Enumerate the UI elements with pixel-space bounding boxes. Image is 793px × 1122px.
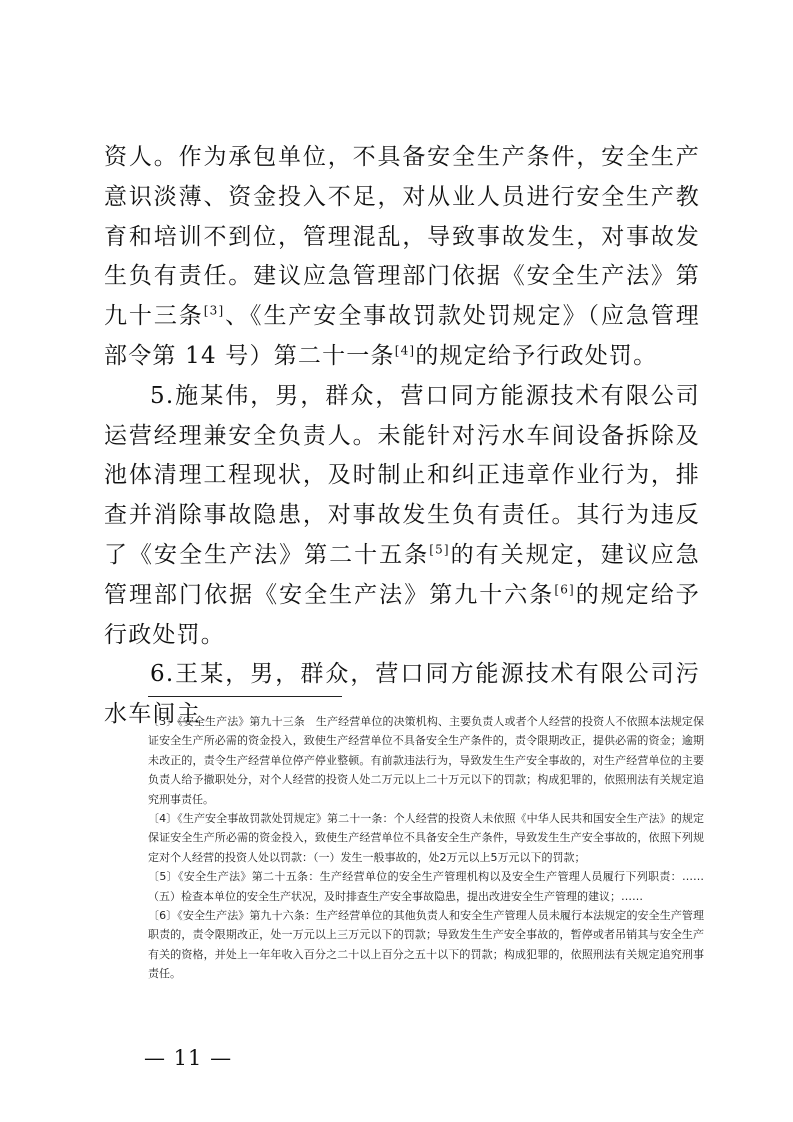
footnote-3: 〔3〕《安全生产法》第九十三条 生产经营单位的决策机构、主要负责人或者个人经营的投资人不依照本法规定保证安全生产所必需的资金投入，致使生产经营单位不具备安全生产条件的，责令限期改正，提供必需的资金；逾期未改正的，责令生产经营单位停产停业整顿。有前款违法行为，导致发生生产安全事故的，对生产经营单位的主要负责人给予撤职处分，对个人经营的投资人处二万元以上二十万元以下的罚款；构成犯罪的，依照刑法有关规定追究刑事责任。 <box>148 715 704 806</box>
footnote-ref[interactable]: [3] <box>203 303 225 318</box>
footnote-ref[interactable]: [5] <box>429 542 450 557</box>
paragraph-text: 的有关规定，建议应急管理部门依据《安全生产法》第九十六条 <box>104 541 700 608</box>
footnotes <box>148 712 704 984</box>
body-text <box>104 138 700 735</box>
paragraph-text: 、《生产安全事故罚款处罚规定》（应急管理部令第 14 号）第二十一条 <box>104 303 700 369</box>
footnote-5: 〔5〕《安全生产法》第二十五条：生产经营单位的安全生产管理机构以及安全生产管理人员履行下列职责：……（五）检查本单位的安全生产状况，及时排查生产安全事故隐患，提出改进安全生产管理的建议；…… <box>148 870 704 903</box>
paragraph-text: 资人。作为承包单位，不具备安全生产条件，安全生产意识淡薄、资金投入不足，对从业人员进行安全生产教育和培训不到位，管理混乱，导致事故发生，对事故发生负有责任。建议应急管理部门依据《安全生产法》第九十三条 <box>104 144 700 330</box>
footnote-6: 〔6〕《安全生产法》第九十六条：生产经营单位的其他负责人和安全生产管理人员未履行本法规定的安全生产管理职责的，责令限期改正，处一万元以上三万元以下的罚款；导致发生生产安全事故的，暂停或者吊销其与安全生产有关的资格，并处上一年年收入百分之二十以上百分之五十以下的罚款；构成犯罪的，依照刑法有关规定追究刑事责任。 <box>148 909 704 981</box>
footnote-ref[interactable]: [4] <box>394 343 416 358</box>
paragraph-text: 的规定给予行政处罚。 <box>104 581 701 648</box>
footnote-divider <box>148 696 342 697</box>
page-number: — 11 — <box>144 1046 233 1070</box>
footnote-4: 〔4〕《生产安全事故罚款处罚规定》第二十一条：个人经营的投资人未依照《中华人民共和国安全生产法》的规定保证安全生产所必需的资金投入，致使生产经营单位不具备安全生产条件，导致发生生产安全事故的，依照下列规定对个人经营的投资人处以罚款：（一）发生一般事故的，处2万元以上5万元以下的罚款； <box>148 812 704 864</box>
paragraph-text: 5.施某伟，男，群众，营口同方能源技术有限公司运营经理兼安全负责人。未能针对污水车间设备拆除及池体清理工程现状，及时制止和纠正违章作业行为，排查并消除事故隐患，对事故发生负有责任。其行为违反了《安全生产法》第二十五条 <box>104 382 700 568</box>
paragraph-item-5 <box>104 377 700 656</box>
paragraph-text: 6.王某，男，群众，营口同方能源技术有限公司污水车间主 <box>104 661 700 728</box>
footnote-ref[interactable]: [6] <box>554 582 575 597</box>
paragraph-text: 的规定给予行政处罚。 <box>415 342 658 369</box>
paragraph-continuation <box>104 138 700 377</box>
